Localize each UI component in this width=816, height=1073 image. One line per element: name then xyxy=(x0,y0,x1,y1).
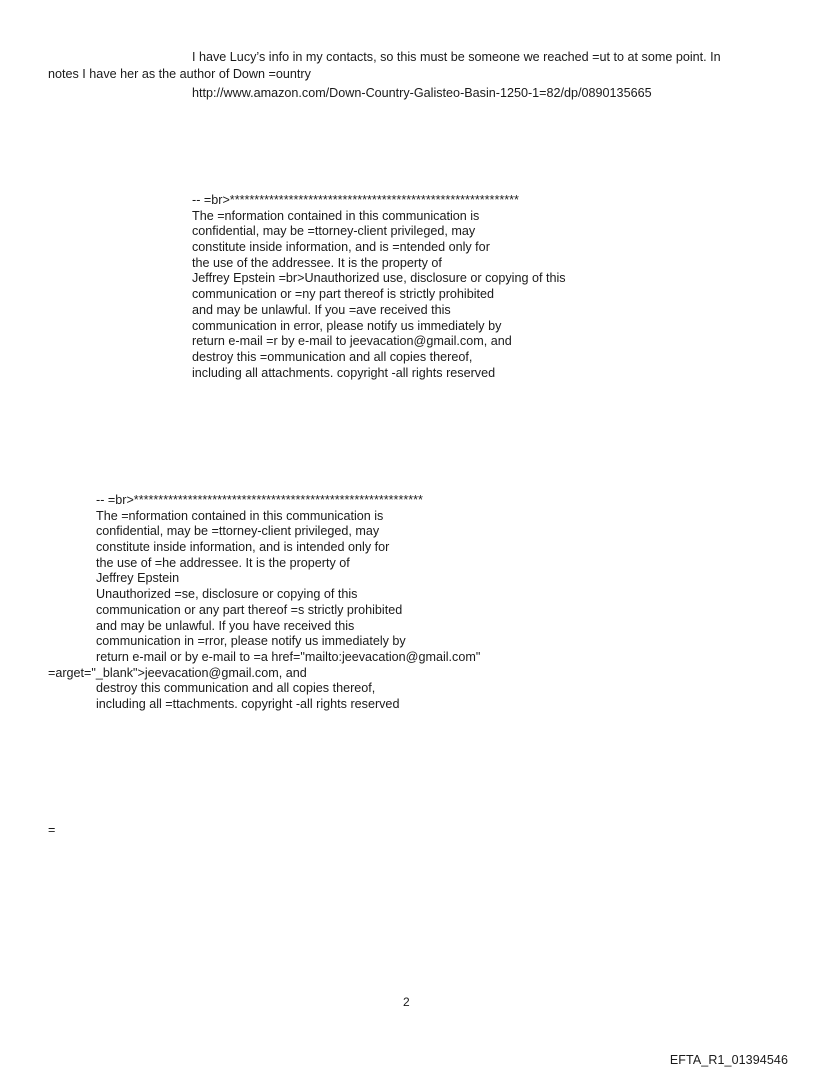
disclaimer-2-line: destroy this communication and all copies thereof, xyxy=(96,681,376,696)
disclaimer-2-line: including all =ttachments. copyright -all rights reserved xyxy=(96,696,400,711)
disclaimer-1-line: communication or =ny part thereof is strictly prohibited xyxy=(192,287,495,302)
disclaimer-1-line: communication in error, please notify us immediately by xyxy=(192,318,502,333)
disclaimer-1-line: including all attachments. copyright -all rights reserved xyxy=(192,365,496,380)
disclaimer-block-2 xyxy=(48,493,481,713)
disclaimer-2-line: constitute inside information, and is intended only for xyxy=(96,540,390,555)
disclaimer-2-line: -- =br>*********************************************************** xyxy=(96,493,423,507)
page-number: 2 xyxy=(403,995,410,1009)
disclaimer-2-line: communication in =rror, please notify us immediately by xyxy=(96,634,406,649)
intro-line-2: notes I have her as the author of Down =ountry xyxy=(48,67,311,81)
bates-number: EFTA_R1_01394546 xyxy=(669,1053,788,1067)
disclaimer-2-line: confidential, may be =ttorney-client privileged, may xyxy=(96,524,380,539)
disclaimer-1-line: -- =br>*********************************************************** xyxy=(192,193,519,207)
disclaimer-2-line: Jeffrey Epstein xyxy=(96,571,180,586)
disclaimer-1-line: the use of the addressee. It is the property of xyxy=(192,255,442,270)
disclaimer-2-outdent-line: =arget="_blank">jeevacation@gmail.com, and xyxy=(48,665,307,680)
disclaimer-1-line: destroy this =ommunication and all copies thereof, xyxy=(192,349,473,364)
disclaimer-1-line: and may be unlawful. If you =ave received this xyxy=(192,302,451,317)
amazon-url: http://www.amazon.com/Down-Country-Galisteo-Basin-1250-1=82/dp/0890135665 xyxy=(192,86,652,100)
disclaimer-2-line: return e-mail or by e-mail to =a href="mailto:jeevacation@gmail.com" xyxy=(96,649,481,664)
disclaimer-block-1 xyxy=(192,193,566,381)
disclaimer-1-line: constitute inside information, and is =ntended only for xyxy=(192,240,490,255)
disclaimer-2-line: communication or any part thereof =s strictly prohibited xyxy=(96,602,403,617)
intro-line-1: I have Lucy’s info in my contacts, so this must be someone we reached =ut to at some point. In xyxy=(192,50,721,64)
disclaimer-1-line: confidential, may be =ttorney-client privileged, may xyxy=(192,224,476,239)
disclaimer-1-line: return e-mail =r by e-mail to jeevacation@gmail.com, and xyxy=(192,334,512,349)
disclaimer-2-line: the use of =he addressee. It is the property of xyxy=(96,555,350,570)
disclaimer-1-line: Jeffrey Epstein =br>Unauthorized use, disclosure or copying of this xyxy=(192,271,566,286)
disclaimer-2-line: Unauthorized =se, disclosure or copying of this xyxy=(96,587,358,602)
disclaimer-2-line: The =nformation contained in this communication is xyxy=(96,508,384,523)
stray-equals-mark: = xyxy=(48,823,56,837)
disclaimer-2-line: and may be unlawful. If you have received this xyxy=(96,618,355,633)
disclaimer-1-line: The =nformation contained in this communication is xyxy=(192,208,480,223)
